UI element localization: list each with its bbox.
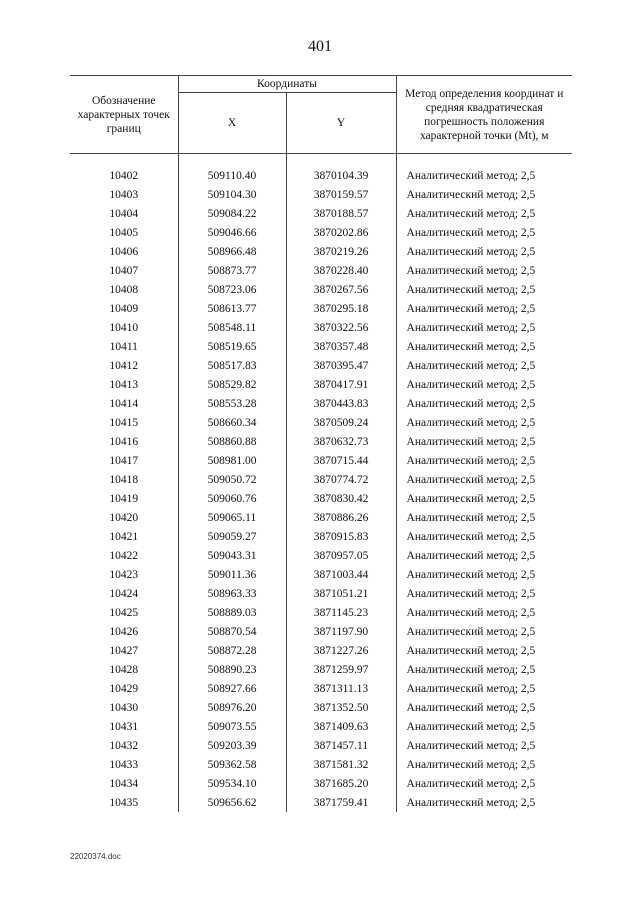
x-coordinate-cell: 508529.82 [178, 375, 286, 394]
method-cell: Аналитический метод; 2,5 [396, 622, 572, 641]
method-cell: Аналитический метод; 2,5 [396, 470, 572, 489]
method-cell: Аналитический метод; 2,5 [396, 584, 572, 603]
y-coordinate-cell: 3870915.83 [286, 527, 396, 546]
method-cell: Аналитический метод; 2,5 [396, 603, 572, 622]
x-coordinate-cell: 508966.48 [178, 242, 286, 261]
point-id-cell: 10412 [109, 359, 139, 372]
y-coordinate-cell: 3870830.42 [286, 489, 396, 508]
y-coordinate-cell: 3871352.50 [286, 698, 396, 717]
table-row [70, 154, 572, 186]
table-row [70, 470, 572, 489]
method-cell: Аналитический метод; 2,5 [396, 717, 572, 736]
table-row [70, 641, 572, 660]
method-cell: Аналитический метод; 2,5 [396, 242, 572, 261]
point-id-cell: 10404 [109, 207, 139, 220]
y-coordinate-cell: 3871685.20 [286, 774, 396, 793]
method-cell: Аналитический метод; 2,5 [396, 318, 572, 337]
point-id-cell: 10415 [109, 416, 139, 429]
point-id-cell: 10427 [109, 644, 139, 657]
method-cell: Аналитический метод; 2,5 [396, 356, 572, 375]
table-row [70, 698, 572, 717]
y-coordinate-cell: 3870357.48 [286, 337, 396, 356]
y-coordinate-cell: 3871581.32 [286, 755, 396, 774]
method-cell: Аналитический метод; 2,5 [396, 508, 572, 527]
table-row [70, 375, 572, 394]
x-coordinate-cell: 508927.66 [178, 679, 286, 698]
point-id-cell: 10406 [109, 245, 139, 258]
table-row [70, 508, 572, 527]
footer-doc-id: 22020374.doc [70, 852, 121, 861]
point-id-cell: 10426 [109, 625, 139, 638]
table-row [70, 261, 572, 280]
y-coordinate-cell: 3871759.41 [286, 793, 396, 812]
point-id-cell: 10435 [109, 796, 139, 809]
point-id-cell: 10425 [109, 606, 139, 619]
point-id-cell: 10434 [109, 777, 139, 790]
table-row [70, 793, 572, 812]
x-coordinate-cell: 508872.28 [178, 641, 286, 660]
x-coordinate-cell: 509065.11 [178, 508, 286, 527]
point-id-cell: 10432 [109, 739, 139, 752]
x-coordinate-cell: 508723.06 [178, 280, 286, 299]
method-cell: Аналитический метод; 2,5 [396, 299, 572, 318]
table-row [70, 603, 572, 622]
table-row [70, 280, 572, 299]
point-id-cell: 10410 [109, 321, 139, 334]
x-coordinate-cell: 509110.40 [178, 154, 286, 186]
x-coordinate-cell: 508660.34 [178, 413, 286, 432]
method-cell: Аналитический метод; 2,5 [396, 280, 572, 299]
y-coordinate-cell: 3870202.86 [286, 223, 396, 242]
method-cell: Аналитический метод; 2,5 [396, 185, 572, 204]
y-coordinate-cell: 3871259.97 [286, 660, 396, 679]
y-coordinate-cell: 3870443.83 [286, 394, 396, 413]
point-id-cell: 10414 [109, 397, 139, 410]
x-coordinate-cell: 508889.03 [178, 603, 286, 622]
y-coordinate-cell: 3870509.24 [286, 413, 396, 432]
page-number: 401 [308, 38, 332, 55]
header-point-designation: Обозначение характерных точек границ [70, 76, 178, 154]
x-coordinate-cell: 508873.77 [178, 261, 286, 280]
table-row [70, 565, 572, 584]
point-id-cell: 10423 [109, 568, 139, 581]
table-row [70, 527, 572, 546]
x-coordinate-cell: 509656.62 [178, 793, 286, 812]
method-cell: Аналитический метод; 2,5 [396, 774, 572, 793]
x-coordinate-cell: 509073.55 [178, 717, 286, 736]
x-coordinate-cell: 509050.72 [178, 470, 286, 489]
x-coordinate-cell: 509203.39 [178, 736, 286, 755]
point-id-cell: 10420 [109, 511, 139, 524]
method-cell: Аналитический метод; 2,5 [396, 223, 572, 242]
y-coordinate-cell: 3870295.18 [286, 299, 396, 318]
point-id-cell: 10411 [109, 340, 138, 353]
y-coordinate-cell: 3870957.05 [286, 546, 396, 565]
point-id-cell: 10417 [109, 454, 139, 467]
y-coordinate-cell: 3870228.40 [286, 261, 396, 280]
point-id-cell: 10403 [109, 188, 139, 201]
coordinates-table [70, 75, 572, 812]
x-coordinate-cell: 509104.30 [178, 185, 286, 204]
x-coordinate-cell: 508519.65 [178, 337, 286, 356]
point-id-cell: 10433 [109, 758, 139, 771]
y-coordinate-cell: 3870715.44 [286, 451, 396, 470]
table-row [70, 394, 572, 413]
x-coordinate-cell: 509084.22 [178, 204, 286, 223]
method-cell: Аналитический метод; 2,5 [396, 204, 572, 223]
y-coordinate-cell: 3871003.44 [286, 565, 396, 584]
table-row [70, 432, 572, 451]
x-coordinate-cell: 508860.88 [178, 432, 286, 451]
point-id-cell: 10418 [109, 473, 139, 486]
y-coordinate-cell: 3871051.21 [286, 584, 396, 603]
point-id-cell: 10428 [109, 663, 139, 676]
y-coordinate-cell: 3870188.57 [286, 204, 396, 223]
table-row [70, 318, 572, 337]
method-cell: Аналитический метод; 2,5 [396, 546, 572, 565]
y-coordinate-cell: 3870219.26 [286, 242, 396, 261]
point-id-cell: 10421 [109, 530, 139, 543]
table-row [70, 679, 572, 698]
x-coordinate-cell: 509011.36 [178, 565, 286, 584]
table-row [70, 451, 572, 470]
point-id-cell: 10413 [109, 378, 139, 391]
point-id-cell: 10407 [109, 264, 139, 277]
y-coordinate-cell: 3870632.73 [286, 432, 396, 451]
x-coordinate-cell: 508981.00 [178, 451, 286, 470]
x-coordinate-cell: 509534.10 [178, 774, 286, 793]
y-coordinate-cell: 3870417.91 [286, 375, 396, 394]
method-cell: Аналитический метод; 2,5 [396, 736, 572, 755]
table-row [70, 204, 572, 223]
y-coordinate-cell: 3871227.26 [286, 641, 396, 660]
method-cell: Аналитический метод; 2,5 [396, 793, 572, 812]
method-cell: Аналитический метод; 2,5 [396, 337, 572, 356]
y-coordinate-cell: 3870322.56 [286, 318, 396, 337]
method-cell: Аналитический метод; 2,5 [396, 698, 572, 717]
table-row [70, 584, 572, 603]
point-id-cell: 10409 [109, 302, 139, 315]
method-cell: Аналитический метод; 2,5 [396, 413, 572, 432]
method-cell: Аналитический метод; 2,5 [396, 489, 572, 508]
method-cell: Аналитический метод; 2,5 [396, 394, 572, 413]
header-method: Метод определения координат и средняя квадратическая погрешность положения характерной точки (Mt), м [396, 76, 572, 154]
table-row [70, 736, 572, 755]
method-cell: Аналитический метод; 2,5 [396, 451, 572, 470]
table-body [70, 154, 572, 813]
method-cell: Аналитический метод; 2,5 [396, 679, 572, 698]
header-y: Y [286, 93, 396, 154]
y-coordinate-cell: 3870395.47 [286, 356, 396, 375]
point-id-cell: 10431 [109, 720, 139, 733]
table-row [70, 546, 572, 565]
table-row [70, 223, 572, 242]
point-id-cell: 10416 [109, 435, 139, 448]
table-row [70, 755, 572, 774]
method-cell: Аналитический метод; 2,5 [396, 154, 572, 186]
table-row [70, 242, 572, 261]
y-coordinate-cell: 3870104.39 [286, 154, 396, 186]
y-coordinate-cell: 3871311.13 [286, 679, 396, 698]
y-coordinate-cell: 3870159.57 [286, 185, 396, 204]
table-row [70, 185, 572, 204]
x-coordinate-cell: 508553.28 [178, 394, 286, 413]
x-coordinate-cell: 508870.54 [178, 622, 286, 641]
x-coordinate-cell: 509059.27 [178, 527, 286, 546]
point-id-cell: 10405 [109, 226, 139, 239]
table-row [70, 717, 572, 736]
point-id-cell: 10430 [109, 701, 139, 714]
x-coordinate-cell: 508890.23 [178, 660, 286, 679]
table-row [70, 337, 572, 356]
x-coordinate-cell: 509046.66 [178, 223, 286, 242]
method-cell: Аналитический метод; 2,5 [396, 261, 572, 280]
table-row [70, 774, 572, 793]
y-coordinate-cell: 3871145.23 [286, 603, 396, 622]
table-row [70, 622, 572, 641]
y-coordinate-cell: 3870267.56 [286, 280, 396, 299]
method-cell: Аналитический метод; 2,5 [396, 432, 572, 451]
method-cell: Аналитический метод; 2,5 [396, 527, 572, 546]
table-row [70, 356, 572, 375]
method-cell: Аналитический метод; 2,5 [396, 641, 572, 660]
x-coordinate-cell: 509060.76 [178, 489, 286, 508]
x-coordinate-cell: 508548.11 [178, 318, 286, 337]
method-cell: Аналитический метод; 2,5 [396, 565, 572, 584]
table-row [70, 413, 572, 432]
point-id-cell: 10429 [109, 682, 139, 695]
header-x: X [178, 93, 286, 154]
y-coordinate-cell: 3870774.72 [286, 470, 396, 489]
method-cell: Аналитический метод; 2,5 [396, 660, 572, 679]
table-row [70, 489, 572, 508]
y-coordinate-cell: 3870886.26 [286, 508, 396, 527]
x-coordinate-cell: 509043.31 [178, 546, 286, 565]
x-coordinate-cell: 508976.20 [178, 698, 286, 717]
point-id-cell: 10408 [109, 283, 139, 296]
table-row [70, 660, 572, 679]
x-coordinate-cell: 508963.33 [178, 584, 286, 603]
table-header [70, 76, 572, 154]
x-coordinate-cell: 508613.77 [178, 299, 286, 318]
y-coordinate-cell: 3871457.11 [286, 736, 396, 755]
method-cell: Аналитический метод; 2,5 [396, 755, 572, 774]
header-coordinates: Координаты [178, 76, 396, 93]
point-id-cell: 10422 [109, 549, 139, 562]
point-id-cell: 10419 [109, 492, 139, 505]
method-cell: Аналитический метод; 2,5 [396, 375, 572, 394]
table-row [70, 299, 572, 318]
y-coordinate-cell: 3871197.90 [286, 622, 396, 641]
x-coordinate-cell: 509362.58 [178, 755, 286, 774]
y-coordinate-cell: 3871409.63 [286, 717, 396, 736]
point-id-cell: 10424 [109, 587, 139, 600]
point-id-cell: 10402 [109, 169, 139, 182]
x-coordinate-cell: 508517.83 [178, 356, 286, 375]
